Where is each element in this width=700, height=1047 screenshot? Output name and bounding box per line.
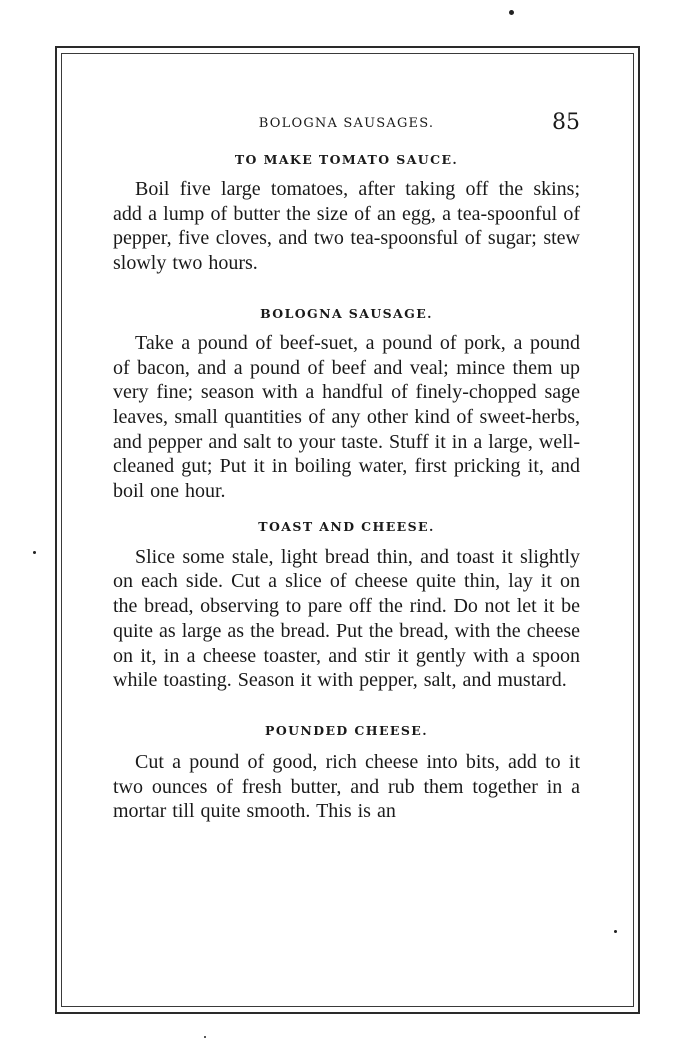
- ink-speck-bottom: [204, 1036, 206, 1038]
- running-title: BOLOGNA SAUSAGES.: [258, 116, 435, 131]
- book-page: [113, 110, 580, 824]
- section-text-toast-and-cheese: Slice some stale, light bread thin, and toast it slightly on each side. Cut a slice of cheese quite thin, lay it on the bread, observing to pare off the rind. Do not let it be quite as large as the bread. Put the bread, with the cheese on it, in a cheese toaster, and stir it gently with a spoon while toasting. Season it with pepper, salt, and mustard.: [113, 545, 580, 692]
- ink-speck-right: [614, 930, 617, 933]
- ink-speck-left: [33, 551, 36, 554]
- section-heading-bologna-sausage: BOLOGNA SAUSAGE.: [260, 305, 433, 321]
- section-heading-tomato-sauce: TO MAKE TOMATO SAUCE.: [234, 152, 459, 167]
- section-heading-pounded-cheese: POUNDED CHEESE.: [265, 722, 428, 738]
- page-number: 85: [552, 110, 580, 135]
- section-text-bologna-sausage: Take a pound of beef-suet, a pound of pork, a pound of bacon, and a pound of beef and veal; mince them up very fine; season with a handful of finely-chopped sage leaves, small quantities of any other kind of sweet-herbs, and pepper and salt to your taste. Stuff it in a large, well-cleaned gut; Put it in boiling water, first pricking it, and boil one hour.: [113, 331, 580, 503]
- section-text-tomato-sauce: Boil five large tomatoes, after taking off the skins; add a lump of butter the size of an egg, a tea-spoonful of pepper, five cloves, and two tea-spoonsful of sugar; stew slowly two hours.: [113, 178, 580, 275]
- section-text-pounded-cheese: Cut a pound of good, rich cheese into bits, add to it two ounces of fresh butter, and rub them together in a mortar till quite smooth. This is an: [113, 750, 580, 823]
- ink-speck-top: [509, 10, 514, 15]
- running-head: [113, 110, 580, 140]
- section-heading-toast-and-cheese: TOAST AND CHEESE.: [258, 518, 435, 534]
